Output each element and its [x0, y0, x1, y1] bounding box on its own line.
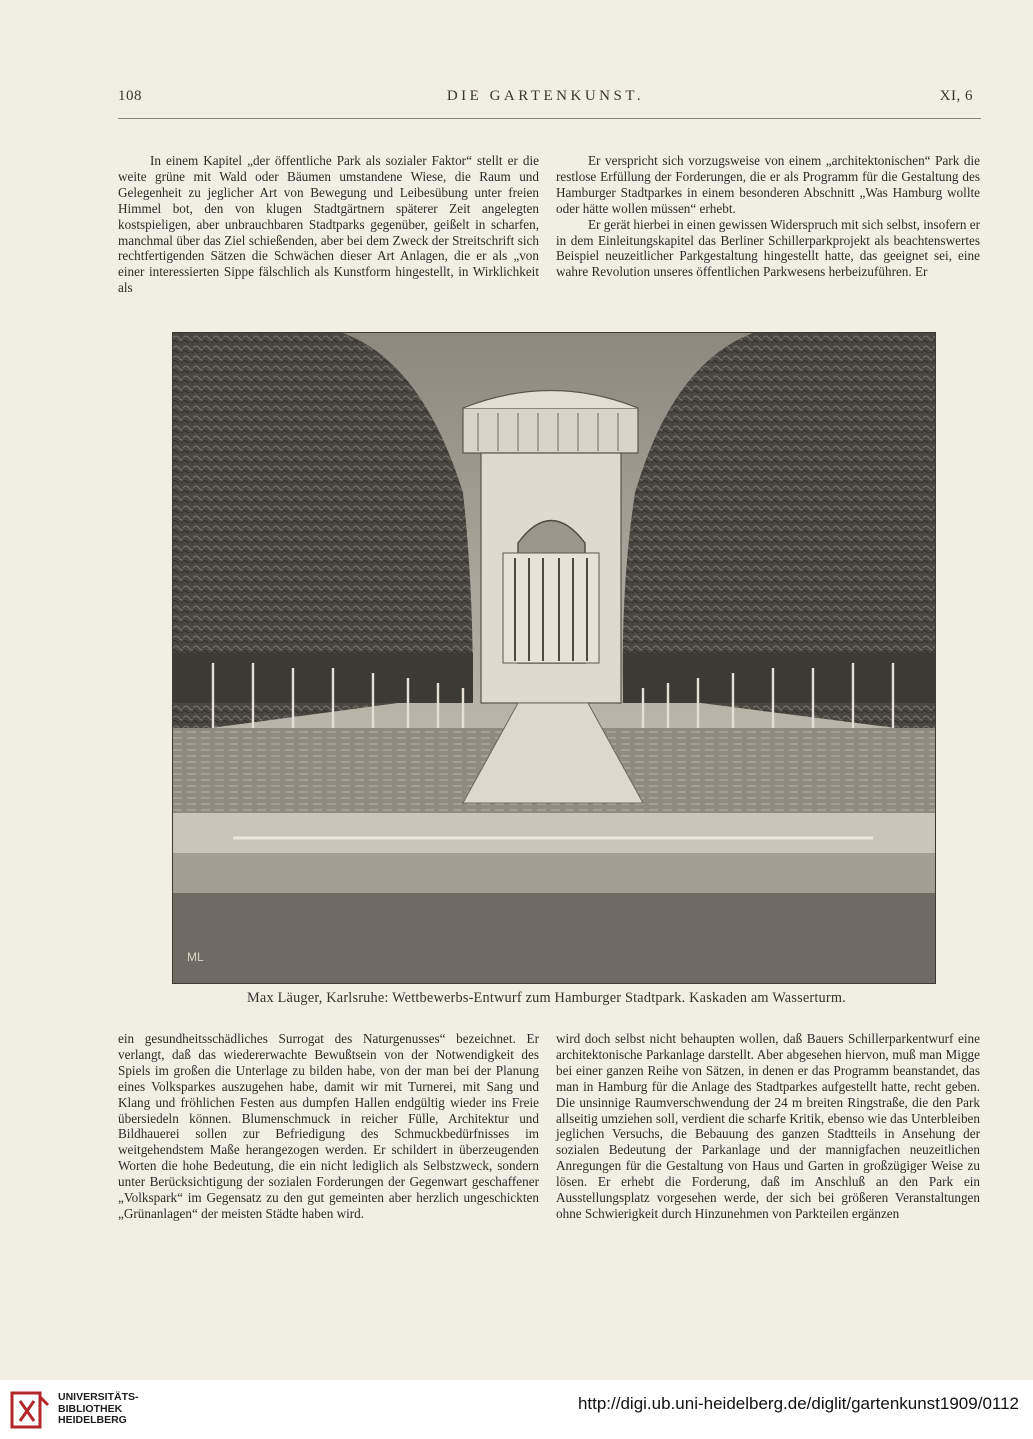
paragraph: wird doch selbst nicht behaupten wollen, daß Bauers Schillerparkentwurf eine architektonische Parkanlage darstellt. Aber abgesehen hiervon, muß man Migge bei einer ganzen Reihe von Sätzen, in denen er das Programm beanstandet, das man in Hamburg für die Anlage des Stadtparkes aufgestellt hatte, recht geben. Die unsinnige Raumverschwendung der 24 m breiten Ringstraße, die den Park allseitig umziehen soll, verdient die scharfe Kritik, ebenso wie das Unterbleiben jeglichen Versuchs, die Bebauung des ganzen Stadtteils in Ansehung der sozialen Bedeutung der Parkanlage und der mannigfachen neuzeitlichen Anregungen für die Gestaltung von Haus und Garten in großzügiger Weise zu lösen. Er erhebt die Forderung, daß im Anschluß an den Park ein Ausstellungsplatz vorgesehen werde, der sich bei größeren Veranstaltungen ohne Schwierigkeit durch Hinzunehmen von Parkteilen ergänzen: [556, 1031, 980, 1221]
page-number: 108: [118, 88, 142, 104]
paragraph: In einem Kapitel „der öffentliche Park als sozialer Faktor“ stellt er die weite grüne mit Wald oder Bäumen umstandene Wiese, die Raum und Gelegenheit zu jeglicher Art von Bewegung und Leibesübung unter freien Himmel bot, den von klugen Stadtgärtnern späterer Zeit angelegten kostspieligen, aber unbrauchbaren Stadtparks gegenüber, geißelt in scharfen, manchmal über das Ziel schießenden, aber bei dem Zweck der Streitschrift sich rechtfertigenden Sätzen die Schwächen dieser Art Anlagen, die er als „von einer interessierten Sippe fälschlich als Kunstform hingestellt, in Wirklichkeit als: [118, 153, 539, 296]
water-tower: [463, 391, 638, 704]
library-footer: [0, 1380, 1033, 1439]
journal-title: DIE GARTENKUNST.: [446, 88, 645, 104]
text-column-bottom-right: [556, 1031, 980, 1222]
running-header: [118, 88, 973, 110]
artist-monogram: ML: [187, 950, 204, 964]
header-rule: [118, 118, 981, 119]
cascade-water-tower-drawing: [173, 333, 935, 983]
text-column-top-left: [118, 153, 539, 296]
paragraph: ein gesundheitsschädliches Surrogat des Naturgenusses“ bezeichnet. Er verlangt, daß das wiedererwachte Bewußtsein von der Notwendigkeit des Spiels im großen die Unterlage zu bilden habe, von der man bei der Planung eines Volksparkes auszugehen habe, damit wir mit Turnerei, mit Sang und Klang und fröhlichen Festen aus dumpfen Hallen endgültig wieder ins Freie übersiedeln können. Blumenschmuck in reicher Fülle, Architektur und Bildhauerei sollen zur Befriedigung des Schmuckbedürfnisses im weitgehendstem Maße herangezogen werden. Er schildert in überzeugenden Worten die hohe Bedeutung, die ein nicht lediglich als Selbstzweck, sondern unter Berücksichtigung der sozialen Forderungen der Gegenwart geschaffener „Volkspark“ im Gegensatz zu den gut gemeinten aber herzlich ungeschickten „Grünanlagen“ der meisten Städte haben wird.: [118, 1031, 539, 1221]
permalink-url[interactable]: http://digi.ub.uni-heidelberg.de/diglit/gartenkunst1909/0112: [577, 1394, 1019, 1413]
paragraph: Er verspricht sich vorzugsweise von einem „architektonischen“ Park die restlose Erfüllung der Forderungen, die er als Programm für die Gestaltung des Hamburger Stadtparkes in einem besonderen Abschnitt „Was Hamburg wollte oder hätte wollen müssen“ erhebt.: [556, 153, 980, 216]
paragraph: Er gerät hierbei in einen gewissen Widerspruch mit sich selbst, insofern er in dem Einleitungskapitel das Berliner Schillerparkprojekt als beachtenswertes Beispiel neuzeitlicher Parkgestaltung hingestellt hatte, das geeignet sei, eine wahre Revolution unseres öffentlichen Parkwesens herbeizuführen. Er: [556, 216, 980, 280]
library-logo-icon: [8, 1387, 52, 1431]
issue-number: XI, 6: [939, 88, 973, 104]
text-column-bottom-left: [118, 1031, 539, 1222]
text-column-top-right: [556, 153, 980, 280]
library-name: UNIVERSITÄTS- BIBLIOTHEK HEIDELBERG: [58, 1391, 139, 1426]
illustration-plate: [172, 332, 936, 984]
figure-caption: Max Läuger, Karlsruhe: Wettbewerbs-Entwurf zum Hamburger Stadtpark. Kaskaden am Wasserturm.: [247, 990, 846, 1006]
